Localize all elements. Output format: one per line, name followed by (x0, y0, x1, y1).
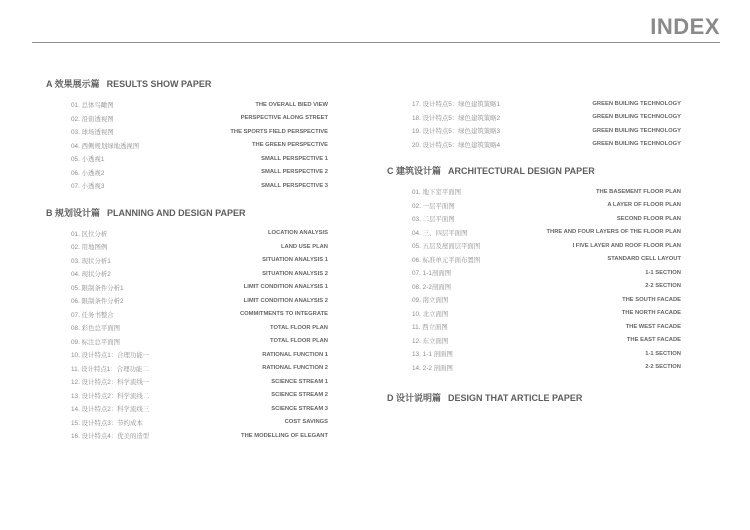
entry-title-en: 2-2 SECTION (645, 364, 681, 371)
entry-title-cn: 11. 设计特点1：合理功能二 (71, 365, 149, 373)
entry-title-cn: 05. 限制条件分析1 (71, 284, 124, 292)
entry-title-cn: 03. 二层平面图 (412, 216, 455, 224)
entry-title-en: THE NORTH FACADE (621, 310, 681, 317)
index-entry (387, 347, 681, 361)
entry-title-en: THE SOUTH FACADE (622, 296, 681, 303)
section-a-title-en: RESULTS SHOW PAPER (106, 79, 212, 89)
entry-title-cn: 01. 区位分析 (71, 230, 108, 238)
entry-title-en: SITUATION ANALYSIS 1 (262, 257, 328, 264)
entry-title-cn: 14. 2-2 剖面图 (412, 364, 453, 372)
entry-title-en: COST SAVINGS (284, 419, 328, 426)
entry-title-cn: 07. 小透视3 (71, 183, 105, 191)
entry-title-en: RATIONAL FUNCTION 2 (262, 365, 328, 372)
index-entry (387, 320, 681, 334)
entry-title-cn: 05. 小透视1 (71, 156, 105, 164)
entry-title-en: GREEN BUILING TECHNOLOGY (592, 141, 681, 148)
entry-title-cn: 17. 设计特点5：绿色建筑策略1 (412, 101, 501, 109)
index-entry (46, 254, 328, 268)
entry-title-en: SITUATION ANALYSIS 2 (262, 270, 328, 277)
index-entry (46, 112, 328, 126)
section-a-list (46, 98, 328, 193)
entry-title-en: I FIVE LAYER AND ROOF FLOOR PLAN (572, 242, 681, 249)
index-entry (387, 111, 681, 125)
index-entry (46, 402, 328, 416)
entry-title-cn: 12. 东立面图 (412, 337, 449, 345)
entry-title-en: 1-1 SECTION (645, 269, 681, 276)
entry-title-cn: 18. 设计特点5：绿色建筑策略2 (412, 114, 501, 122)
entry-title-cn: 04. 现状分析2 (71, 271, 111, 279)
index-entry (46, 125, 328, 139)
index-entry (46, 429, 328, 443)
section-a-heading (46, 78, 328, 91)
entry-title-en: LIMIT CONDITION ANALYSIS 2 (243, 297, 328, 304)
entry-title-en: A LAYER OF FLOOR PLAN (607, 202, 681, 209)
index-entry (46, 294, 328, 308)
entry-title-en: SMALL PERSPECTIVE 3 (261, 182, 328, 189)
entry-title-cn: 01. 总体鸟瞰图 (71, 102, 114, 110)
index-title: INDEX (650, 14, 720, 39)
entry-title-cn: 06. 限制条件分析2 (71, 298, 124, 306)
entry-title-en: THE WEST FACADE (625, 323, 681, 330)
entry-title-cn: 02. 一层平面图 (412, 202, 455, 210)
entry-title-cn: 10. 北立面图 (412, 310, 449, 318)
entry-title-en: THE OVERALL BIED VIEW (255, 101, 328, 108)
entry-title-en: LAND USE PLAN (280, 243, 328, 250)
index-entry (46, 416, 328, 430)
entry-title-en: SMALL PERSPECTIVE 2 (261, 169, 328, 176)
index-entry (46, 375, 328, 389)
section-c-heading (387, 165, 681, 178)
index-entry (46, 152, 328, 166)
section-b-continued-list (387, 97, 681, 151)
entry-title-cn: 06. 标准单元平面布置图 (412, 256, 481, 264)
entry-title-en: RATIONAL FUNCTION 1 (262, 351, 328, 358)
index-entry (46, 348, 328, 362)
entry-title-cn: 02. 用地图例 (71, 244, 108, 252)
index-entry (46, 308, 328, 322)
entry-title-en: THE GREEN PERSPECTIVE (251, 142, 328, 149)
entry-title-en: 1-1 SECTION (645, 350, 681, 357)
index-entry (387, 185, 681, 199)
entry-title-cn: 05. 五层及屋面层平面图 (412, 243, 481, 251)
entry-title-cn: 13. 设计特点2：科学流线二 (71, 392, 150, 400)
entry-title-cn: 12. 设计特点2：科学流线一 (71, 379, 150, 387)
entry-title-en: STANDARD CELL LAYOUT (607, 256, 681, 263)
section-b-heading (46, 207, 328, 220)
entry-title-en: TOTAL FLOOR PLAN (270, 338, 328, 345)
entry-title-en: PERSPECTIVE ALONG STREET (240, 115, 328, 122)
index-entry (46, 335, 328, 349)
index-entry (46, 227, 328, 241)
entry-title-cn: 15. 设计特点3：节约成本 (71, 419, 143, 427)
entry-title-en: THE SPORTS FIELD PERSPECTIVE (230, 128, 328, 135)
header-divider (32, 42, 720, 43)
index-entry (387, 253, 681, 267)
entry-title-cn: 10. 设计特点1：合理功能一 (71, 352, 150, 360)
entry-title-cn: 07. 1-1剖面图 (412, 270, 452, 278)
section-c-title-en: ARCHITECTURAL DESIGN PAPER (448, 166, 595, 176)
entry-title-cn: 14. 设计特点2：科学流线三 (71, 406, 150, 414)
entry-title-cn: 04. 三、四层平面图 (412, 229, 468, 237)
entry-title-en: GREEN BUILING TECHNOLOGY (592, 127, 681, 134)
index-entry (46, 321, 328, 335)
left-column (46, 78, 328, 443)
index-entry (387, 138, 681, 152)
entry-title-en: SECOND FLOOR PLAN (616, 215, 681, 222)
section-c-title-cn: C 建筑设计篇 (387, 166, 442, 176)
entry-title-en: GREEN BUILING TECHNOLOGY (592, 114, 681, 121)
entry-title-en: TOTAL FLOOR PLAN (270, 324, 328, 331)
index-entry (387, 307, 681, 321)
section-b-title-en: PLANNING AND DESIGN PAPER (107, 207, 246, 218)
entry-title-en: THE EAST FACADE (626, 337, 681, 344)
index-entry (46, 179, 328, 193)
entry-title-en: GREEN BUILING TECHNOLOGY (592, 100, 681, 107)
entry-title-cn: 08. 2-2剖面图 (412, 283, 452, 291)
section-b-list (46, 227, 328, 443)
entry-title-en: SMALL PERSPECTIVE 1 (261, 155, 328, 162)
entry-title-cn: 01. 地下室平面图 (412, 189, 462, 197)
index-entry (46, 362, 328, 376)
index-entry (46, 139, 328, 153)
index-entry (46, 166, 328, 180)
right-column (387, 97, 681, 405)
index-entry (387, 239, 681, 253)
index-entry (46, 281, 328, 295)
entry-title-en: SCIENCE STREAM 3 (271, 405, 328, 412)
index-entry (46, 98, 328, 112)
index-entry (46, 240, 328, 254)
section-d-title-cn: D 设计说明篇 (387, 393, 442, 403)
entry-title-cn: 03. 球场透视图 (71, 129, 114, 137)
entry-title-en: COMMITMENTS TO INTEGRATE (239, 311, 328, 318)
index-entry (387, 334, 681, 348)
entry-title-cn: 11. 西立面图 (412, 324, 448, 332)
index-entry (387, 199, 681, 213)
section-d-title-en: DESIGN THAT ARTICLE PAPER (448, 393, 583, 403)
entry-title-cn: 02. 沿街透视图 (71, 115, 114, 123)
entry-title-cn: 16. 设计特点4：优美的造型 (71, 433, 150, 441)
entry-title-en: 2-2 SECTION (645, 283, 681, 290)
section-c-list (387, 185, 681, 374)
section-d-heading (387, 392, 681, 405)
entry-title-cn: 06. 小透视2 (71, 169, 105, 177)
entry-title-cn: 13. 1-1 剖面图 (412, 351, 453, 359)
index-entry (46, 389, 328, 403)
index-entry (387, 293, 681, 307)
index-entry (387, 280, 681, 294)
entry-title-cn: 07. 任务书整合 (71, 311, 114, 319)
entry-title-en: LOCATION ANALYSIS (267, 230, 328, 237)
entry-title-cn: 08. 彩色总平面图 (71, 325, 121, 333)
entry-title-cn: 03. 现状分析1 (71, 257, 111, 265)
section-a-title-cn: A 效果展示篇 (46, 79, 100, 89)
index-entry (387, 97, 681, 111)
entry-title-en: LIMIT CONDITION ANALYSIS 1 (243, 284, 328, 291)
entry-title-en: THE BASEMENT FLOOR PLAN (595, 188, 681, 195)
entry-title-en: SCIENCE STREAM 2 (271, 392, 328, 399)
index-entry (387, 212, 681, 226)
index-entry (46, 267, 328, 281)
index-entry (387, 124, 681, 138)
entry-title-en: THRE AND FOUR LAYERS OF THE FLOOR PLAN (546, 229, 681, 236)
section-b-title-cn: B 规划设计篇 (46, 207, 101, 218)
entry-title-en: THE MODELLING OF ELEGANT (241, 432, 328, 439)
entry-title-cn: 04. 西侧规划绿地透视图 (71, 142, 140, 150)
index-entry (387, 266, 681, 280)
index-entry (387, 226, 681, 240)
entry-title-en: SCIENCE STREAM 1 (271, 378, 328, 385)
index-entry (387, 361, 681, 375)
entry-title-cn: 20. 设计特点5：绿色建筑策略4 (412, 141, 501, 149)
entry-title-cn: 09. 南立面图 (412, 297, 449, 305)
entry-title-cn: 09. 标注总平面图 (71, 338, 121, 346)
entry-title-cn: 19. 设计特点5：绿色建筑策略3 (412, 128, 501, 136)
